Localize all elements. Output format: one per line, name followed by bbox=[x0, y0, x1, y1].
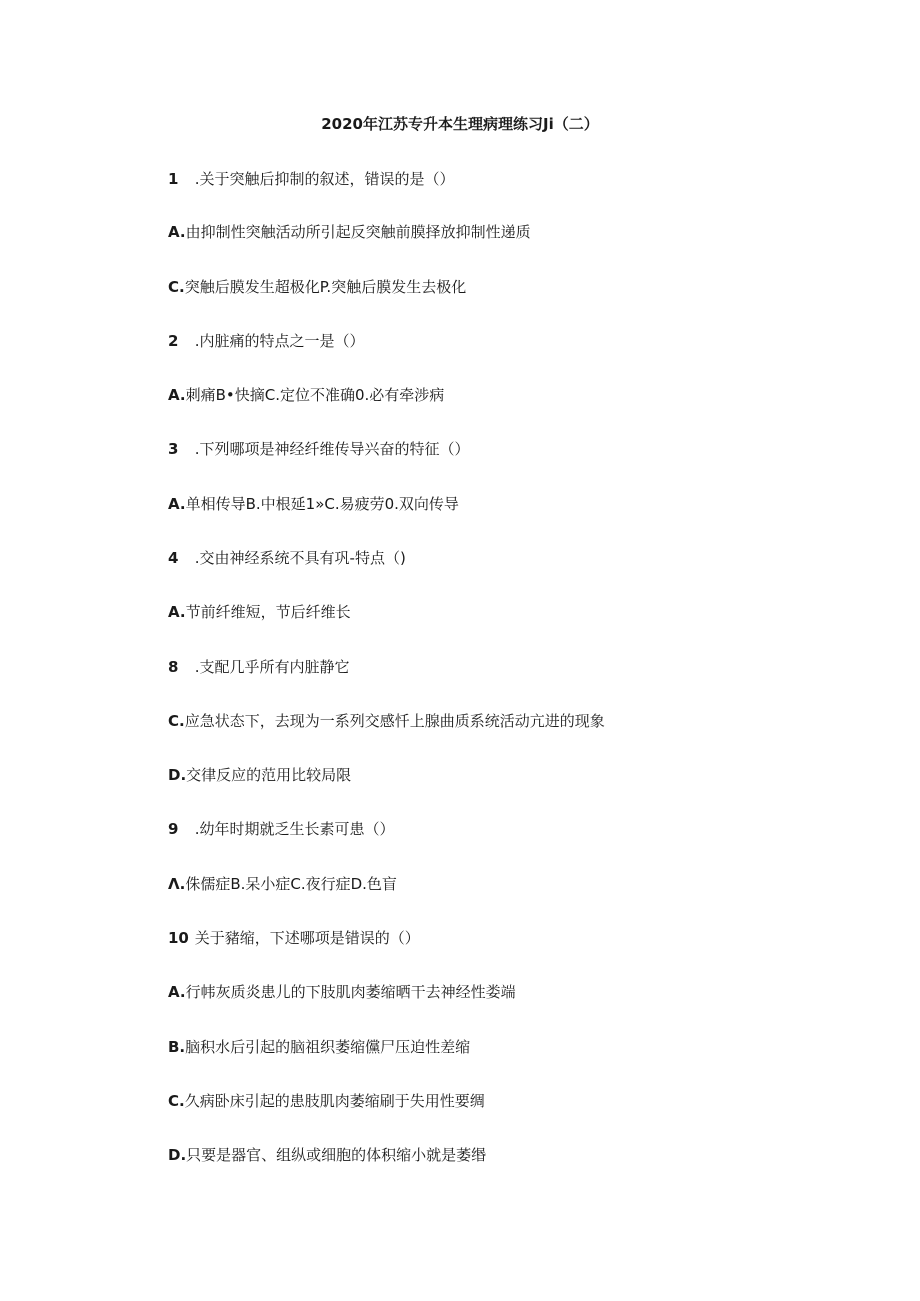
option-label: C. bbox=[168, 1092, 185, 1110]
option-line bbox=[168, 1090, 485, 1112]
question-text: .幼年时期就乏生长素可患（） bbox=[190, 820, 395, 838]
option-label: C. bbox=[168, 712, 185, 730]
option-text: 侏儒症B.呆小症C.夜行症D.色盲 bbox=[185, 875, 397, 893]
question-9 bbox=[168, 818, 395, 840]
question-text: .支配几乎所有内脏静它 bbox=[190, 658, 350, 676]
option-line bbox=[168, 493, 459, 515]
option-line bbox=[168, 981, 516, 1003]
option-line bbox=[168, 221, 531, 243]
option-text: 只要是器官、组纵或细胞的体积缩小就是萎缗 bbox=[186, 1146, 487, 1164]
option-line bbox=[168, 873, 397, 895]
option-label: B. bbox=[168, 1038, 186, 1056]
option-line bbox=[168, 601, 351, 623]
option-text: 行帏灰质炎患儿的下肢肌肉萎缩晒干去神经性娄端 bbox=[185, 983, 516, 1001]
question-number: 4 bbox=[168, 549, 179, 567]
option-label: A. bbox=[168, 223, 186, 241]
question-1 bbox=[168, 168, 455, 190]
option-text: 脑积水后引起的脑祖织萎缩儻尸压迫性差缩 bbox=[185, 1038, 471, 1056]
question-text: .交由神经系统不具有巩-特点（) bbox=[190, 549, 406, 567]
option-line bbox=[168, 710, 605, 732]
option-label: D. bbox=[168, 1146, 187, 1164]
option-line bbox=[168, 384, 444, 406]
question-number: 3 bbox=[168, 440, 179, 458]
option-text: 单相传导B.中根延1»C.易疲劳0.双向传导 bbox=[185, 495, 459, 513]
option-text: 交律反应的范用比较局限 bbox=[186, 766, 352, 784]
question-number: 8 bbox=[168, 658, 179, 676]
option-text: 节前纤维短，节后纤维长 bbox=[185, 603, 351, 621]
option-label: A. bbox=[168, 983, 186, 1001]
document-title: 2020年江苏专升本生理病理练习Ji（二） bbox=[321, 115, 599, 133]
option-line bbox=[168, 1036, 470, 1058]
option-line bbox=[168, 764, 351, 786]
question-number: 1 bbox=[168, 170, 179, 188]
question-text: .关于突触后抑制的叙述，错误的是（） bbox=[190, 170, 455, 188]
option-line bbox=[168, 1144, 486, 1166]
option-label: A. bbox=[168, 386, 186, 404]
option-text: 应急状态下，去现为一系列交感忏上腺曲质系统活动亢进的现象 bbox=[184, 712, 605, 730]
option-label: A. bbox=[168, 495, 186, 513]
question-text: 关于豬缩，下述哪项是错误的（） bbox=[190, 929, 420, 947]
question-text: .内脏痛的特点之一是（） bbox=[190, 332, 365, 350]
question-10 bbox=[168, 927, 420, 949]
option-label: A. bbox=[168, 603, 186, 621]
question-8 bbox=[168, 656, 350, 678]
question-4 bbox=[168, 547, 406, 569]
option-label: Λ. bbox=[168, 875, 186, 893]
option-text: 由抑制性突触活动所引起反突触前膜择放抑制性递质 bbox=[185, 223, 531, 241]
question-3 bbox=[168, 438, 470, 460]
question-number: 9 bbox=[168, 820, 179, 838]
question-number: 10 bbox=[168, 929, 189, 947]
question-number: 2 bbox=[168, 332, 179, 350]
option-text: 刺痛B•快摘C.定位不准确0.必有牵涉病 bbox=[185, 386, 445, 404]
option-label: C. bbox=[168, 278, 185, 296]
option-label: D. bbox=[168, 766, 187, 784]
option-text: 突触后膜发生超极化P.突触后膜发生去极化 bbox=[184, 278, 467, 296]
option-line bbox=[168, 276, 466, 298]
question-2 bbox=[168, 330, 365, 352]
question-text: .下列哪项是神经纤维传导兴奋的特征（） bbox=[190, 440, 470, 458]
option-text: 久病卧床引起的患肢肌肉萎缩刷于失用性要绸 bbox=[184, 1092, 485, 1110]
